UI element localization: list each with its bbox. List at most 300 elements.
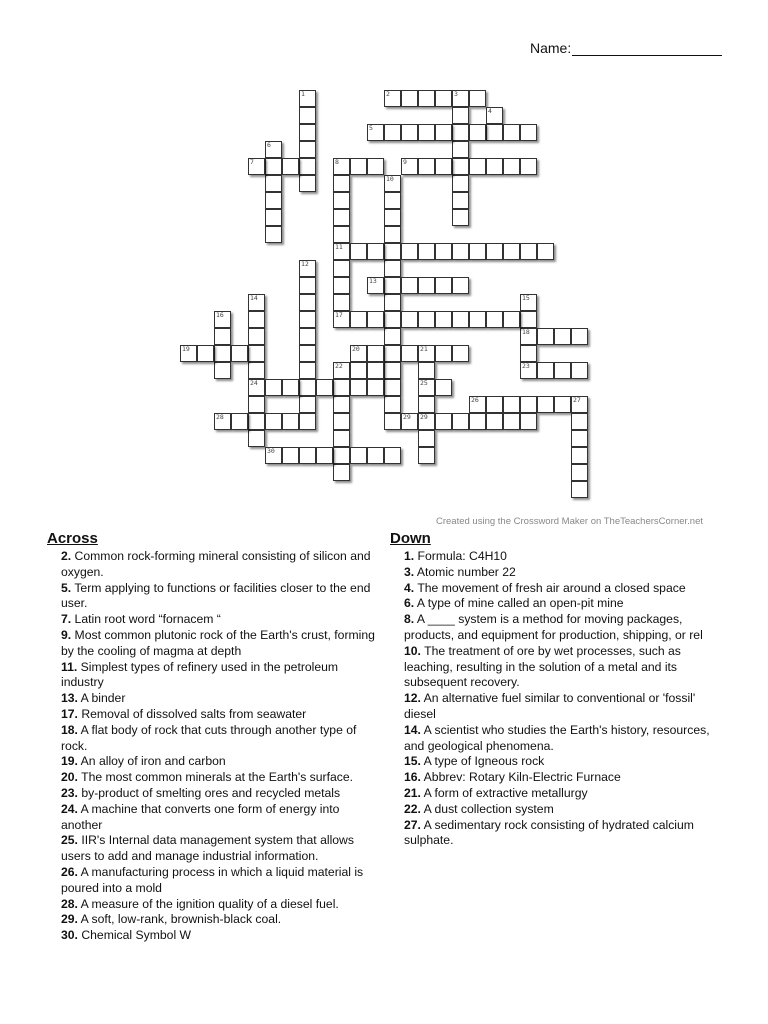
grid-cell[interactable] <box>384 277 401 294</box>
grid-cell[interactable] <box>537 328 554 345</box>
across-clue-list <box>47 549 382 944</box>
clue-text: The most common minerals at the Earth's surface. <box>77 770 354 785</box>
cell-number: 12 <box>301 260 309 268</box>
grid-cell[interactable] <box>333 464 350 481</box>
grid-cell[interactable] <box>469 413 486 430</box>
grid-cell[interactable] <box>418 311 435 328</box>
grid-cell[interactable] <box>435 158 452 175</box>
down-clue <box>390 565 720 581</box>
grid-cell[interactable] <box>418 362 435 379</box>
cell-number: 30 <box>267 447 275 455</box>
grid-cell[interactable] <box>554 362 571 379</box>
clue-number: 10. <box>404 643 421 658</box>
grid-cell[interactable] <box>265 209 282 226</box>
grid-cell[interactable] <box>350 158 367 175</box>
cell-number: 29 <box>420 413 428 421</box>
grid-cell[interactable] <box>384 294 401 311</box>
clue-number: 8. <box>404 612 415 627</box>
across-clue <box>47 691 382 707</box>
across-clues <box>47 530 382 944</box>
grid-cell[interactable] <box>469 311 486 328</box>
grid-cell[interactable] <box>469 243 486 260</box>
clue-number: 17. <box>61 706 78 721</box>
grid-cell[interactable] <box>486 158 503 175</box>
grid-cell[interactable] <box>520 311 537 328</box>
grid-cell[interactable] <box>452 277 469 294</box>
clue-number: 30. <box>61 928 78 943</box>
grid-cell[interactable] <box>333 277 350 294</box>
clue-text: A dust collection system <box>420 801 554 816</box>
grid-cell[interactable] <box>418 396 435 413</box>
cell-number: 21 <box>420 345 428 353</box>
grid-cell[interactable] <box>316 379 333 396</box>
grid-cell[interactable] <box>367 243 384 260</box>
grid-cell[interactable] <box>401 243 418 260</box>
grid-cell[interactable] <box>350 243 367 260</box>
clue-number: 25. <box>61 833 78 848</box>
grid-cell[interactable] <box>384 175 401 192</box>
clue-text: An alloy of iron and carbon <box>77 754 226 769</box>
grid-cell[interactable] <box>350 379 367 396</box>
grid-cell[interactable] <box>435 379 452 396</box>
grid-cell[interactable] <box>452 209 469 226</box>
across-clue <box>47 897 382 913</box>
cell-number: 9 <box>403 158 407 166</box>
grid-cell[interactable] <box>367 345 384 362</box>
grid-cell[interactable] <box>418 243 435 260</box>
clue-text: Removal of dissolved salts from seawater <box>77 706 307 721</box>
grid-cell[interactable] <box>452 107 469 124</box>
grid-cell[interactable] <box>520 362 537 379</box>
clue-text: A manufacturing process in which a liquid material is poured into a mold <box>61 864 364 895</box>
cell-number: 2 <box>386 90 390 98</box>
grid-cell[interactable] <box>418 90 435 107</box>
grid-cell[interactable] <box>537 362 554 379</box>
grid-cell[interactable] <box>248 345 265 362</box>
grid-cell[interactable] <box>316 447 333 464</box>
grid-cell[interactable] <box>520 396 537 413</box>
across-clue <box>47 612 382 628</box>
grid-cell[interactable] <box>486 107 503 124</box>
clue-text: A scientist who studies the Earth's history, resources, and geological phenomena. <box>404 722 710 753</box>
clue-text: The treatment of ore by wet processes, such as leaching, resulting in the solution of a metal and its subsequent recovery. <box>404 643 681 690</box>
grid-cell[interactable] <box>333 430 350 447</box>
clue-number: 20. <box>61 770 78 785</box>
grid-cell[interactable] <box>401 413 418 430</box>
grid-cell[interactable] <box>452 413 469 430</box>
grid-cell[interactable] <box>282 447 299 464</box>
down-clue <box>390 723 720 755</box>
grid-cell[interactable] <box>333 158 350 175</box>
clue-text: Chemical Symbol W <box>77 928 192 943</box>
grid-cell[interactable] <box>452 158 469 175</box>
grid-cell[interactable] <box>571 464 588 481</box>
grid-cell[interactable] <box>435 345 452 362</box>
clue-number: 26. <box>61 864 78 879</box>
grid-cell[interactable] <box>333 192 350 209</box>
cell-number: 1 <box>301 90 305 98</box>
grid-cell[interactable] <box>554 396 571 413</box>
cell-number: 19 <box>182 345 190 353</box>
clue-text: A machine that converts one form of energy into another <box>61 801 340 832</box>
clue-number: 6. <box>404 596 415 611</box>
cell-number: 29 <box>403 413 411 421</box>
grid-cell[interactable] <box>299 362 316 379</box>
grid-cell[interactable] <box>333 294 350 311</box>
grid-cell[interactable] <box>299 379 316 396</box>
grid-cell[interactable] <box>401 158 418 175</box>
grid-cell[interactable] <box>418 345 435 362</box>
grid-cell[interactable] <box>214 345 231 362</box>
grid-cell[interactable] <box>571 481 588 498</box>
clue-text: A form of extractive metallurgy <box>420 785 588 800</box>
grid-cell[interactable] <box>503 413 520 430</box>
grid-cell[interactable] <box>299 141 316 158</box>
grid-cell[interactable] <box>384 413 401 430</box>
grid-cell[interactable] <box>418 447 435 464</box>
cell-number: 11 <box>335 243 343 251</box>
cell-number: 26 <box>471 396 479 404</box>
grid-cell[interactable] <box>435 124 452 141</box>
grid-cell[interactable] <box>333 243 350 260</box>
clue-text: Term applying to functions or facilities closer to the end user. <box>61 580 371 611</box>
grid-cell[interactable] <box>571 328 588 345</box>
grid-cell[interactable] <box>384 345 401 362</box>
grid-cell[interactable] <box>299 124 316 141</box>
grid-cell[interactable] <box>350 362 367 379</box>
clue-number: 24. <box>61 801 78 816</box>
across-clue <box>47 786 382 802</box>
grid-cell[interactable] <box>299 294 316 311</box>
clue-text: by-product of smelting ores and recycled metals <box>77 785 341 800</box>
grid-cell[interactable] <box>571 447 588 464</box>
grid-cell[interactable] <box>299 90 316 107</box>
cell-number: 17 <box>335 311 343 319</box>
clue-number: 3. <box>404 564 415 579</box>
down-clue <box>390 691 720 723</box>
clue-number: 13. <box>61 691 78 706</box>
down-clue-list <box>390 549 720 849</box>
grid-cell[interactable] <box>486 124 503 141</box>
grid-cell[interactable] <box>299 260 316 277</box>
down-clue <box>390 786 720 802</box>
grid-cell[interactable] <box>418 124 435 141</box>
down-clue <box>390 644 720 691</box>
grid-cell[interactable] <box>435 90 452 107</box>
grid-cell[interactable] <box>384 243 401 260</box>
grid-cell[interactable] <box>486 243 503 260</box>
grid-cell[interactable] <box>520 328 537 345</box>
grid-cell[interactable] <box>520 158 537 175</box>
grid-cell[interactable] <box>384 311 401 328</box>
grid-cell[interactable] <box>418 379 435 396</box>
clue-text: A flat body of rock that cuts through another type of rock. <box>61 722 357 753</box>
grid-cell[interactable] <box>452 124 469 141</box>
across-clue <box>47 865 382 897</box>
name-label: Name: <box>530 40 572 56</box>
grid-cell[interactable] <box>248 396 265 413</box>
grid-cell[interactable] <box>384 90 401 107</box>
grid-cell[interactable] <box>248 311 265 328</box>
credit-text: Created using the Crossword Maker on TheTeachersCorner.net <box>436 516 704 527</box>
grid-cell[interactable] <box>299 277 316 294</box>
clue-text: A binder <box>77 691 126 706</box>
grid-cell[interactable] <box>367 124 384 141</box>
grid-cell[interactable] <box>503 124 520 141</box>
grid-cell[interactable] <box>333 209 350 226</box>
across-clue <box>47 628 382 660</box>
grid-cell[interactable] <box>265 175 282 192</box>
across-clue <box>47 912 382 928</box>
grid-cell[interactable] <box>214 362 231 379</box>
grid-cell[interactable] <box>231 345 248 362</box>
clue-number: 1. <box>404 549 415 563</box>
across-clue <box>47 660 382 692</box>
grid-cell[interactable] <box>282 413 299 430</box>
grid-cell[interactable] <box>384 192 401 209</box>
cell-number: 8 <box>335 158 339 166</box>
grid-cell[interactable] <box>299 345 316 362</box>
clue-number: 27. <box>404 817 421 832</box>
grid-cell[interactable] <box>384 226 401 243</box>
grid-cell[interactable] <box>435 311 452 328</box>
grid-cell[interactable] <box>520 345 537 362</box>
grid-cell[interactable] <box>248 158 265 175</box>
clue-number: 16. <box>404 770 421 785</box>
grid-cell[interactable] <box>503 158 520 175</box>
clue-text: A type of mine called an open-pit mine <box>414 596 624 611</box>
grid-cell[interactable] <box>571 396 588 413</box>
grid-cell[interactable] <box>435 243 452 260</box>
grid-cell[interactable] <box>282 158 299 175</box>
grid-cell[interactable] <box>265 413 282 430</box>
clue-text: Formula: C4H10 <box>414 549 507 563</box>
clue-number: 5. <box>61 580 72 595</box>
grid-cell[interactable] <box>299 328 316 345</box>
cell-number: 4 <box>488 107 492 115</box>
clue-text: A soft, low-rank, brownish-black coal. <box>77 912 282 927</box>
grid-cell[interactable] <box>452 345 469 362</box>
down-clue <box>390 612 720 644</box>
grid-cell[interactable] <box>384 379 401 396</box>
across-clue <box>47 707 382 723</box>
clue-number: 21. <box>404 785 421 800</box>
clue-number: 9. <box>61 627 72 642</box>
grid-cell[interactable] <box>265 141 282 158</box>
down-clue <box>390 770 720 786</box>
clue-text: A sedimentary rock consisting of hydrated calcium sulphate. <box>404 817 694 848</box>
grid-cell[interactable] <box>384 260 401 277</box>
grid-cell[interactable] <box>333 226 350 243</box>
grid-cell[interactable] <box>214 311 231 328</box>
across-clue <box>47 754 382 770</box>
across-clue <box>47 770 382 786</box>
grid-cell[interactable] <box>333 396 350 413</box>
grid-cell[interactable] <box>384 124 401 141</box>
clue-text: An alternative fuel similar to conventional or 'fossil' diesel <box>404 691 696 721</box>
grid-cell[interactable] <box>248 379 265 396</box>
grid-cell[interactable] <box>503 311 520 328</box>
grid-cell[interactable] <box>418 158 435 175</box>
grid-cell[interactable] <box>503 396 520 413</box>
cell-number: 20 <box>352 345 360 353</box>
grid-cell[interactable] <box>520 243 537 260</box>
grid-cell[interactable] <box>248 413 265 430</box>
grid-cell[interactable] <box>333 260 350 277</box>
grid-cell[interactable] <box>418 430 435 447</box>
grid-cell[interactable] <box>520 124 537 141</box>
clue-number: 2. <box>61 549 72 563</box>
across-clue <box>47 723 382 755</box>
down-clue <box>390 549 720 565</box>
grid-cell[interactable] <box>384 328 401 345</box>
grid-cell[interactable] <box>299 107 316 124</box>
grid-cell[interactable] <box>486 311 503 328</box>
across-clue <box>47 928 382 944</box>
clue-number: 7. <box>61 612 72 627</box>
grid-cell[interactable] <box>180 345 197 362</box>
grid-cell[interactable] <box>282 379 299 396</box>
grid-cell[interactable] <box>571 362 588 379</box>
clue-text: A measure of the ignition quality of a diesel fuel. <box>77 896 339 911</box>
grid-cell[interactable] <box>367 362 384 379</box>
cell-number: 18 <box>522 328 530 336</box>
grid-cell[interactable] <box>469 124 486 141</box>
grid-cell[interactable] <box>333 362 350 379</box>
grid-cell[interactable] <box>452 90 469 107</box>
grid-cell[interactable] <box>299 158 316 175</box>
grid-cell[interactable] <box>520 413 537 430</box>
grid-cell[interactable] <box>452 243 469 260</box>
grid-cell[interactable] <box>384 362 401 379</box>
clue-text: Simplest types of refinery used in the petroleum industry <box>61 659 339 690</box>
grid-cell[interactable] <box>486 396 503 413</box>
clue-number: 19. <box>61 754 78 769</box>
grid-cell[interactable] <box>554 328 571 345</box>
grid-cell[interactable] <box>299 447 316 464</box>
grid-cell[interactable] <box>401 311 418 328</box>
grid-cell[interactable] <box>299 311 316 328</box>
grid-cell[interactable] <box>401 90 418 107</box>
grid-cell[interactable] <box>265 447 282 464</box>
grid-cell[interactable] <box>401 345 418 362</box>
grid-cell[interactable] <box>265 158 282 175</box>
clue-text: IIR's Internal data management system that allows users to add and manage industrial information. <box>61 833 354 864</box>
grid-cell[interactable] <box>299 175 316 192</box>
cell-number: 28 <box>216 413 224 421</box>
cell-number: 14 <box>250 294 258 302</box>
grid-cell[interactable] <box>265 379 282 396</box>
grid-cell[interactable] <box>418 277 435 294</box>
grid-cell[interactable] <box>299 396 316 413</box>
grid-cell[interactable] <box>401 277 418 294</box>
grid-cell[interactable] <box>333 413 350 430</box>
grid-cell[interactable] <box>367 447 384 464</box>
grid-cell[interactable] <box>452 175 469 192</box>
grid-cell[interactable] <box>537 243 554 260</box>
grid-cell[interactable] <box>401 124 418 141</box>
clue-number: 14. <box>404 722 421 737</box>
clue-number: 11. <box>61 659 78 674</box>
grid-cell[interactable] <box>384 209 401 226</box>
grid-cell[interactable] <box>571 430 588 447</box>
grid-cell[interactable] <box>248 328 265 345</box>
across-clue <box>47 802 382 834</box>
grid-cell[interactable] <box>367 311 384 328</box>
grid-cell[interactable] <box>367 379 384 396</box>
grid-cell[interactable] <box>248 362 265 379</box>
grid-cell[interactable] <box>520 294 537 311</box>
clue-number: 29. <box>61 912 78 927</box>
cell-number: 25 <box>420 379 428 387</box>
across-clue <box>47 833 382 865</box>
grid-cell[interactable] <box>214 328 231 345</box>
grid-cell[interactable] <box>350 447 367 464</box>
clue-text: A type of Igneous rock <box>420 754 545 769</box>
grid-cell[interactable] <box>367 158 384 175</box>
grid-cell[interactable] <box>452 141 469 158</box>
cell-number: 5 <box>369 124 373 132</box>
grid-cell[interactable] <box>197 345 214 362</box>
grid-cell[interactable] <box>503 243 520 260</box>
down-clue <box>390 581 720 597</box>
clue-text: Common rock-forming mineral consisting of silicon and oxygen. <box>61 549 371 579</box>
grid-cell[interactable] <box>231 413 248 430</box>
clue-number: 15. <box>404 754 421 769</box>
grid-cell[interactable] <box>299 413 316 430</box>
cell-number: 7 <box>250 158 254 166</box>
grid-cell[interactable] <box>333 311 350 328</box>
grid-cell[interactable] <box>571 413 588 430</box>
down-clue <box>390 754 720 770</box>
cell-number: 16 <box>216 311 224 319</box>
down-clue <box>390 802 720 818</box>
grid-cell[interactable] <box>333 447 350 464</box>
grid-cell[interactable] <box>350 311 367 328</box>
grid-cell[interactable] <box>248 294 265 311</box>
grid-cell[interactable] <box>384 396 401 413</box>
grid-cell[interactable] <box>333 379 350 396</box>
grid-cell[interactable] <box>265 226 282 243</box>
cell-number: 6 <box>267 141 271 149</box>
clue-number: 22. <box>404 801 421 816</box>
grid-cell[interactable] <box>469 158 486 175</box>
grid-cell[interactable] <box>214 413 231 430</box>
grid-cell[interactable] <box>469 396 486 413</box>
clue-number: 4. <box>404 580 415 595</box>
grid-cell[interactable] <box>452 192 469 209</box>
grid-cell[interactable] <box>452 311 469 328</box>
grid-cell[interactable] <box>486 413 503 430</box>
grid-cell[interactable] <box>435 277 452 294</box>
across-heading: Across <box>47 530 98 547</box>
cell-number: 15 <box>522 294 530 302</box>
grid-cell[interactable] <box>435 413 452 430</box>
grid-cell[interactable] <box>333 175 350 192</box>
grid-cell[interactable] <box>265 192 282 209</box>
clue-number: 12. <box>404 691 421 706</box>
grid-cell[interactable] <box>384 447 401 464</box>
grid-cell[interactable] <box>248 430 265 447</box>
grid-cell[interactable] <box>418 413 435 430</box>
cell-number: 22 <box>335 362 343 370</box>
grid-cell[interactable] <box>537 396 554 413</box>
down-heading: Down <box>390 530 431 547</box>
grid-cell[interactable] <box>469 90 486 107</box>
across-clue <box>47 581 382 613</box>
grid-cell[interactable] <box>350 345 367 362</box>
grid-cell[interactable] <box>367 277 384 294</box>
